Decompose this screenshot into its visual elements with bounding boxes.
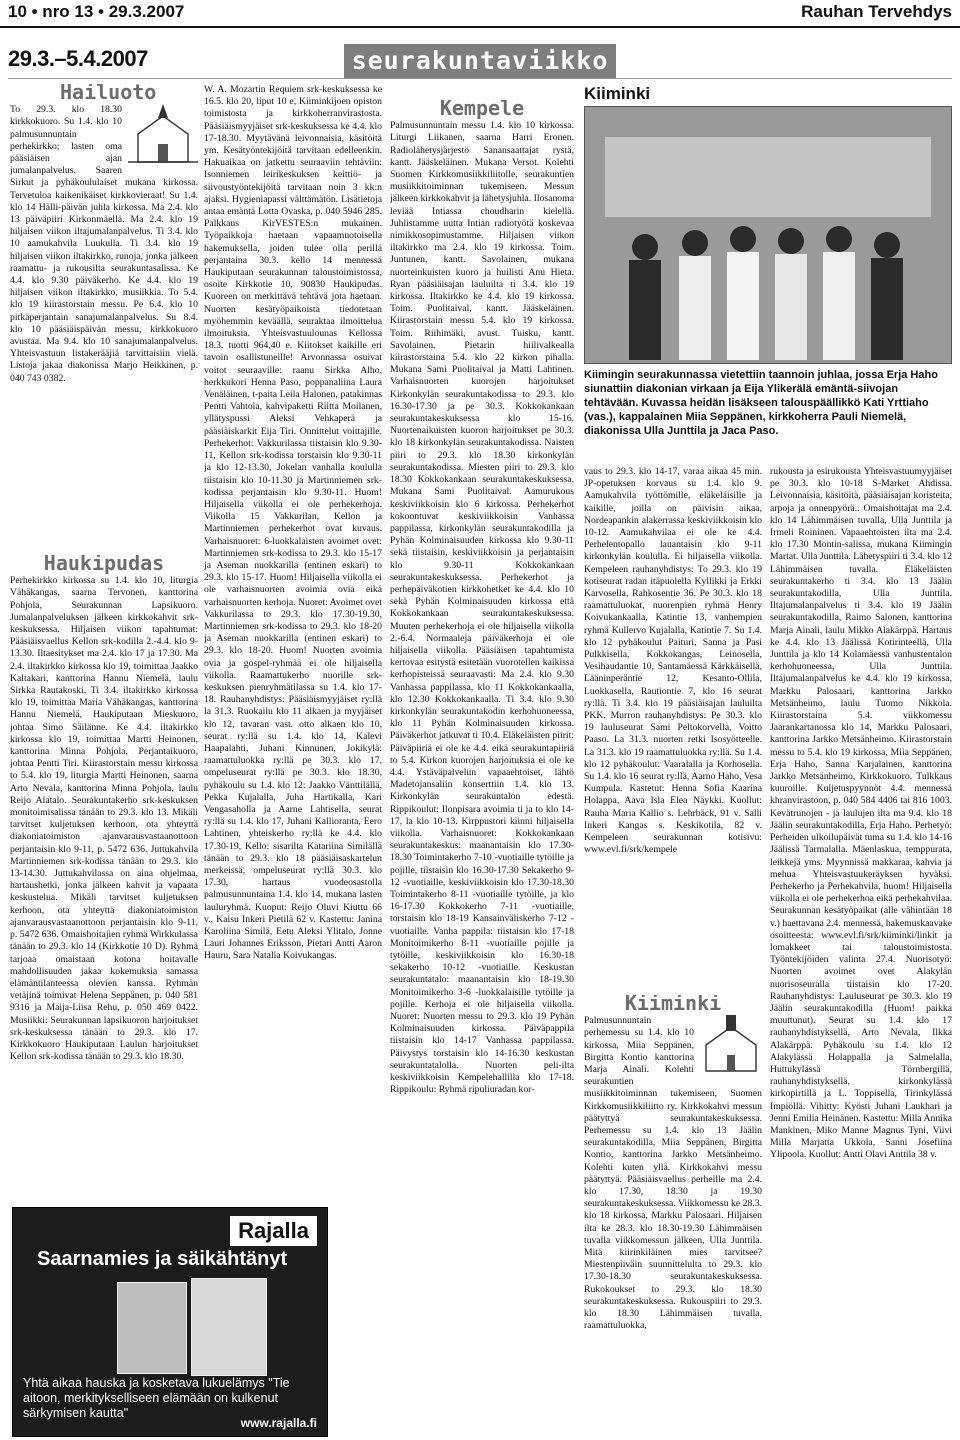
kiiminki-church-icon (700, 1015, 762, 1073)
issue-line: 10 • nro 13 • 29.3.2007 (8, 2, 185, 21)
kiiminki-photo (584, 106, 952, 364)
banner-rule (8, 78, 952, 79)
rajalla-advertisement[interactable] (12, 1207, 328, 1437)
hailuoto-church-icon (128, 104, 198, 164)
date-range: 29.3.–5.4.2007 (8, 46, 148, 71)
haukipudas-cont-text: W. A. Mozartin Requiem srk-keskuksessa ke 16.5. klo 20, liput 10 e, Kiiminkijoen opiston toimistosta ja kirkkoherranvirastosta. Pääsiäismyyjäiset srk-keskuksessa ke 4.4. klo 17-18.30. Myytävänä leivonnaisia, käsitöitä ym. Kesätyöntekijöitä tarvitaan edelleenkin. Hakuaikaa on jatkettu seuraaviin tehtäviin: Isonniemen leirikeskuksen keittiö- ja siivoustyöntekijöitä tarvitaan noin 3 kk:n ajaksi. Hygieniapassi välttämätön. Lisätietoja antaa emäntä Lotta Ovaska, p. 040 5946 285. Palkkaus KirVESTES:n mukainen. Työpaikkoja haetaan vapaamuotoisella hakemuksella, joiden tulee olla perillä perjantaina 30.3. kello 14 mennessä Haukiputaan seurakunnan taloustoimistossa, osoite Kirkkotie 10, 90830 Haukipudas. Kuoreen on merkittävä tehtävä jota haetaan. Nuorten kesätyöpaikoista tiedotetaan myöhemmin keväällä, seuraktaa ilmoittelua ilmoituksia. Yhteisvastuulounas Kellossa 18.3. tuotti 964,40 e. Kiitokset kaikille eri tavoin osallistuneille! Arvonnassa osuivat voitot seuraaville: raanu Sirkka Alho, herkkukori Henna Paso, poppanaliina Laura Venäläinen, t-paita Leila Halonen, patakinnas Pentti Vahtola, kahvipaketti Riitta Moilanen, yllätyspussi Aleksi Vehkaperä ja pääsiäiskarkit Eija Tiri. Onnittelut voittajille. Perhekerhot: Vakkurilassa tiistaisin klo 9.30-11, Kellon srk-kodissa torstaisin klo 9.30-11 ja klo 12-13.30, Jokelan vanhalla koululla tiistaisin klo 10-11.30 ja Martinniemen srk-kodissa perjantaisin klo 9.30-11. Huom! Hiljaisella viikolla ei ole perhekerhoja. Viikolla 15 Vakkurilan, Kellon ja Martinniemen perhekerhot ovat kuvaus. Varhaisnuoret: 6-luokkalaisten avoimet ovet: Martinniemen srk-kodissa to 29.3. klo 15-17 ja Aseman nuokkarilla (entinen eskari) to 29.3. klo 15-17. Huom! Hiljaisella viikolla ei ole varhaisnuorten avoimia ovia eikä varhaisnuorten kerhoja. Nuoret: Avoimet ovet Vakkurilassa to 29.3. klo 17.30-19.30, Martinniemen srk-kodissa to 29.3. klo 18-20 ja Aseman nuokkarilla (entinen eskari) to 29.3. klo 18-20. Huom! Nuorten avoimia ovia ja gospel-ryhmää ei ole hiljaisella viikolla. Raamattukerho nuorille srk-keskuksen pienryhmätilassa su 1.4. klo 17-18. Rauhanyhdistys: Pääsiäismyyjäiset ry:llä la 31.3. Ruokailu klo 11 alkaen ja myyjäiset klo 12, tavaran vast. otto alkaen klo 10, seurat ry:llä su 1.4. klo 14, Kalevi Haapalahti, Juhani Kinnunen, Jokikylä: raamattuluokka ry:llä pe 30.3. klo 17, ompeluseurat ry:llä pe 30.3. klo 18.30, pyhäkoulu su 1.4. klo 12: Jaakko Vänttilällä, Pekka Kujalalla, Juha Hartikalla, Kari Vengasaholla ja Aarne Lahtisella, seurat ry:llä su 1.4. klo 17, Juhani Kallioranta, Eero Lahtinen, yhteiskerho ry:llä ke 4.4. klo 17.30-19, Kello: sisarilta Katariina Similällä tänään to 29.3. klo 18 pääsiäisaskartelun merkeissä, ompeluseurat ry:llä 30.3. klo 17.30, hartaus vuodeosastolla palmusunnuntaina 1.4. klo 14, mukana lasten lauluryhmä. Kuoput: Reijo Oluvi Kiuttu 66 v., Kaisu Inkeri Pietilä 62 v. Kastettu: Janina Karoliina Similä, Eetu Aleksi Ylitalo, Jonne Lauri Johannes Eriksson, Pietari Antti Aaron Hauru, Sara Natalia Koivukangas. (204, 84, 382, 962)
kiiminki-continued (770, 466, 952, 1435)
kempele-section (390, 100, 574, 1435)
section-banner: seurakuntaviikko (344, 44, 616, 78)
ad-text: Yhtä aikaa hauska ja kosketava lukuelämys "Tie aitoon, merkitykselliseen elämään on kulkenut särkymisen kautta" (23, 1376, 290, 1420)
kiiminki-photo-label: Kiiminki (584, 84, 651, 103)
haukipudas-continued (204, 84, 382, 1194)
newspaper-name: Rauhan Tervehdys (801, 2, 952, 21)
kiiminki-photo-caption: Kiimingin seurakunnassa vietettiin taannoin juhlaa, jossa Erja Haho siunattiin diakonian virkaan ja Eija Ylikerälä emäntä-siivojan tehtävään. Kuvassa heidän lisäkseen talouspäällikkö Kati Yrttiaho (vas.), kappalainen Miia Seppänen, kirkkoherra Pauli Niemelä, diakonissa Ulla Junttila ja Jaca Paso. (584, 369, 938, 437)
haukipudas-section (10, 555, 198, 1200)
kiiminki-title: Kiiminki (624, 995, 722, 1015)
hailuoto-title: Hailuoto (60, 84, 157, 104)
kiiminki-section (584, 995, 762, 1435)
kempele-continued (584, 466, 762, 981)
book-cover-2 (191, 1278, 267, 1376)
rajalla-logo: Rajalla (230, 1216, 317, 1246)
kiiminki-text: Palmusunnuntain perhemessu su 1.4. klo 10 kirkossa, Miia Seppänen, Birgitta Kontio kanttorina Marja Ainali. Kolehti seurakuntien musiikkitoiminnan tukemiseen, Suomen Kirkkomusiikkiliitto ry. Kirkkokahvi messun päätyttyä seurakuntakeskuksessa. Perhemessu su 1.4. klo 13 Jäälin seurakuntakodilla, Miia Seppänen, Birgitta Kontio, kanttorina Jarkko Metsänheimo. Kolehti kuten yllä. Kirkkokahvi messu päätyttyä. Pääsiäisvaellus perheille ma 2.4. klo 17.30, 18.30 ja 19.30 seurakuntakeskuksessa. Viikkomessu ke 28.3. klo 18 kirkossa, Markku Palosaari. Hiljaisen ilta ke 28.3. klo 18.30-19.30 Lähimmäisen tuvalla viikkomessun jälkeen, Ulla Junttila. Mitä kiirinkiläinen mies tarvitsee? Miestenpiiväin suunnittelulta to 29.3. klo 17.30-18.30 seurakuntakeskuksessa. Rukokoukset to 29.3. klo 18.30 seurakuntakeskuksessa. Rukouspiiri to 29.3. klo 18.30 Lähimmäisen tuvalla, raamattuluokka, (584, 1015, 762, 1332)
ad-url-link[interactable]: www.rajalla.fi (240, 1416, 317, 1430)
haukipudas-text: Perhekirkko kirkossa su 1.4. klo 10, liturgia Vähäkangas, saarna Tervonen, kanttorina Pohjola, Seurakunnan Lapsikuoro. Jumalanpalveluksen jälkeen kirkkokahvit srk-keskuksessa. Hiljaisen viikon tapahtumat: Pääsiäisvaellus Kellon srk-kodilla 2.-4.4. klo 9-13.30. Iltaesitykset ma 2.4. klo 17 ja 17.30. Ma 2.4. iltakirkko kirkossa klo 19, toimittaa Jaakko Kaltakari, kanttorina Hannu Niemelä, laulu Sirkka Rautakoski. Ti 3.4. iltakirkko kirkossa klo 19, toimittaa Maria Vähäkangas, kanttorina Hannu Niemelä, Haukiputaan Mieskuoro, johtaa Simo Säilänne. Ke 4.4. iltakirkko kirkossa klo 19, toimittaa Martti Heinonen, kanttorina Minna Pohjola, Perjantaikuoro, johtaa Pentti Tiri. Kiirastorstain messu kirkossa to 5.4. klo 19, liturgia Martti Heinonen, saarna Arto Nevala, kanttorina Minna Pohjola, laulu Reijo Alatalo. Seurakuntakerho srk-keskuksen monitoimisalissa tänään to 29.3. klo 13. Mikäli tarvitset kuljetuksen kerhoon, ota yhteyttä diakoniatoimiston ajanvarausvastaanottoon perjantaisin klo 9-11, p. 5472 636. Juttukahvila Martinniemen srk-kodissa tänään to 29.3. klo 13-14.30. Juttukahvilassa on aina ohjelmaa, hartaushetki, jonka jälkeen kahvit ja vapaata keskustelua. Mikäli tarvitset kuljetuksen kerhoon, ota yhteyttä diakoniatoimiston ajanvarausvastaanottoon perjantaisin klo 9-11, p. 5472 636. Omaishoitajien ryhmä Wirkkulassa tänään to 29.3. klo 14 (Kirkkotie 10 D). Ryhmä tarjoaa omaistaan kotona hoitavalle mahdollisuuden jakaa kokemuksia samassa elämäntilanteessa olevien kanssa. Ryhmän vetäjinä toimivat Helena Seppänen, p. 040 581 9316 ja Maija-Liisa Rehu, p. 050 469 0422. Musiikki: Seurakunnan lapsikuoron harjoitukset srk-keskuksessa tänään to 29.3. klo 17. Kirkkokuoro Haukiputaan Laulun harjoitukset Kellon srk-kodissa tänään to 29.3. klo 18.30. (10, 575, 198, 1063)
header-rule (0, 26, 960, 28)
book-cover-1 (117, 1282, 187, 1374)
haukipudas-title: Haukipudas (43, 555, 165, 575)
hailuoto-text: To 29.3. klo 18.30 kirkkokuoro. Su 1.4. klo 10 palmusunnuntain perhekirkko; lasten oma pääsiäisen ajan jumalanpalvelus. Saaren Sirkut ja pyhäkoululaiset mukana kirkossa. Tervetuloa kaikenikäiset kirkkovieraat! Su 1.4. klo 14 Hälli-päivän juhla kirkossa. Ma 2.4. klo 13 päiväpiiri Kirkonmäellä. Ma 2.4. klo 19 hiljaisen viikon iltajumalanpalvelus. Ti 3.4. klo 10 aamukahvila Luukulla. Ti 3.4. klo 19 hiljaisen viikon iltakirkko, runoja, jonka jälkeen raamattu- ja rukousilta seurakuntasalissa. Ke 4.4. klo 9.30 päiväkerho. Ke 4.4. klo 19 hiljaisen viikon iltakirkko, musiikkia. To 5.4. klo 19 kiirastorstain messu. Pe 6.4. klo 10 pitkäperjantain sanajumalanpalvelus. Su 8.4. klo 10 pääsiäispäivän messu, kirkkokuoro avustaa. Ma 9.4. klo 10 sanajumalanpalvelus. Yhteisvastuun listakerääjiä tarvittaisiin vielä. Listoja jakaa diakonissa Marjo Heikkinen, p. 040 743 0382. (10, 104, 198, 384)
ad-headline: Saarnamies ja säikähtänyt (37, 1248, 288, 1270)
kiiminki-cont-text: rukousta ja esirukousta Yhteisvastuumyyjäiset pe 30.3. klo 10-18 S-Market Ahdissa. Leivonnaisia, käsitöitä, pääsiäisajan koristeita, arpoja ja onnenpyörä.. Omaishoitajat ma 2.4. klo 14 Lähimmäisen tuvalla, Ulla Junttila ja Irmeli Roininen. Vapaaehtoisten ilta ma 2.4. klo 17.30 Montin-salissa, mukana Kiimingin Martat. Ulla Junttila. Lähetyspiiri ti 3.4. klo 12 Lähimmäisen tuvalla. Eläkeläisten seurakuntakerho ti 3.4. klo 13 Jäälin seurakuntakodilla, Ulla Junttila. Iltajumalanpalvelus ti 3.4. klo 19 Jäälin seurakuntakodilla, Raimo Salonen, kanttorina Marja Ainali, laulu Mikko Alakärppä. Hartaus ke 4.4. klo 13 Jäälissä Kotirinteellä, Ulla Junttila ja klo 14 Kolamäessä vanhustentalon kerhohuoneessa, Ulla Junttila. Iltajumalanpalvelus ke 4.4. klo 19 kirkossa, Markku Palosaari, kanttorina Jarkko Metsänheimo, laulu Tuomo Nikkola. Kiirastorstaina 5.4. viikkomessu Jaarankartanossa klo 14, Markku Palosaari, kanttorina Jarkko Metsänheimo. Kiirastorstain messu to 5.4. klo 19 kirkossa, Miia Seppänen, Erja Haho, Sanna Karjalainen, kanttorina Jarkko Metsänheimo, Kirkkokuoro. Tulkkaus kuuroille. Kuljetuspyynnöt 4.4. mennessä khranvirastoon, p. 040 584 4406 tai 816 1003. Kevätrunojen - ja laulujen ilta ma 9.4. klo 18 Jäälin seurakuntakodilla, Erja Haho. Perhetyö: Perheiden ulkoilupäivät tuma su 1.4. klo 14-16 Jäälissä Tarmalalla. Mäenlaskua, temppurata, leikkejä yms. Myynnissä makkaraa, kahvia ja mehua Yhteisvastuukeräyksen hyväksi. Perhekerho ja Perhekahvila, huom! Hiljaisella viikolla ei ole perhekerhoa eikä perhekahvilaa. Seurakunnan kesätyöpaikat (alle vähintään 18 v.) haettavana 2.4. mennessä, hakemuskaavake osoitteesta: www.evl.fi/srk/kiiminki/linkit ja lomakkeet tai taloustoimistosta. Työntekijöiden valinta 27.4. Nuorisotyö: Nuorten avoimet ovet Alakylän nuorisoseuralla tiistaisin klo 17-20. Rauhanyhdistys: Lauluseurat pe 30.3. klo 19 Jäälin seurakuntakodilla (Huom! paikka muuttunut). Seurat su 1.4. klo 17 rauhanyhdistyksellä, Arto Nevala, Ilkka Alakärppä. Pyhäkoulu su 1.4. klo 12 Alakylässä Holappalla ja Salmelalla, Huttukylässä Törnbergillä, rauhanyhdistyksellä, kirkonkylässä kirkopirtillä ja L. Toppisella, Tirinkylässä Impiöllä. Vihitty: Kyösti Juhani Laukhari ja Jenni Emilia Heinänen. Kastettu: Milla Annika Mankinen, Miko Manne Magnus Tyni, Viivi Milla Marjatta Ukkola, Sanni Josefiina Ylipoola. Kuollut: Antti Olavi Anttila 38 v. (770, 466, 952, 1161)
hailuoto-section (10, 84, 198, 544)
kempele-title: Kempele (439, 100, 525, 120)
kempele-text: Palmusunnuntain messu 1.4. klo 10 kirkossa. Liturgi Liikanen, saarna Harri Eronen. Radiolähetysjärjestö Sanansaattajat rystä, kantt. Jääskeläinen. Mukana Versot. Kolehti Suomen Kirkkomusiikkiliitolle, seurakuntien musiikkitoiminnan tukemiseen. Messun jälkeen kirkkokahvit ja lähetysjuhla. Ilosanoma leviää Intiassa choudharin kielellä. Juhlistamme uutta Intian radiotyötä koskevaa nimikkosopimustamme. Hiljaisen viikon iltakirkko ma 2.4. klo 19 kirkossa. Toim. Juntunen, kantt. Savolainen, mukana nuorteinkuisten kuoro ja huilisti Anu Hieta. Ryan pääsiäisajan lauluilta ti 3.4. klo 19 kirkossa. Iltakirkko ke 4.4. klo 19 kirkossa. Toim. Puolitaival, kantt. Jääskeläinen. Kiirastorstain messu 5.4. klo 19 kirkossa. Toim. Riihimäki, avust. Tuisku, kantt. Savolainen. Pietarin hiilivalkealla kiirastorstaina 5.4. klo 22 kirkon pihalla. Mukana Sami Puolitaival ja Matti Lahtinen. Varhaisnuorten kuorojen harjoitukset Kirkonkylän seurakuntakodissa to 29.3. klo 16.30-17.30 ja pe 30.3. Kokkokankaan seurakuntakeskuksessa klo 15-16. Nuortenaikuisten kuoron harjoitukset pe 30.3. klo 18 kirkonkylän seurakuntakodissa. Naisten piiri to 29.3. klo 18.30 kirkonkylän seurakuntakodissa. Miesten piiri to 29.3. klo 18.30 Kokkokankaan seurakuntakeskuksessa. Mukana Sami Puolitaival. Aamurukous keskiviikkoisin klo 6 kirkossa. Perhekerhot kokoontuvat keskiviikkoisin Vanhassa pappilassa, kirkonkylän seurakuntakodilla ja Pyhän Kolminaisuuden kirkossa klo 9.30-11 sekä tiistaisin, keskiviikkoisin ja perjantaisin klo 9.30-11 Kokkokankaan seurakuntakeskuksessa. Perhekerhot ja perhepäiväkotien kirkkohetket ke 4.4. klo 10 sekä Pyhän Kolminaisuuden kirkossa että Kokkokankaan seurakuntakeskuksessa. Muuten perhekerhoja ei ole hiljaisella viikolla 2.-6.4. Normaaleja päiväkerhoja ei ole hiljaisella viikolla. Pääsiäisen tapahtumista kertovaa esitystä esitetään vuorotellen kaikissa kerhopisteissä seuraavasti: Ma 2.4. klo 9.30 Vanhassa pappilassa, klo 11 Kokkokankaalla, klo 12.30 Kokkokankaalla. Ti 3.4. klo 9.30 kirkonkylän seurakuntakodin kerhohuoneessa, klo 11 Pyhän Kolminaisuuden kirkossa. Päiväkerhot jatkuvat ti 10.4. Eläkeläisten piirit: Päiväpiiriä ei ole ke 4.4. eikä seurakuntapiiriä to 5.4. Kirkon kuorojen harjoituksia ei ole ke 4.4. Ystäväpalvelun vapaaehtoiset, lähtö Madetojansaliin konserttiin 1.4. klo 13. Kirkonkylän seurakuntalon edestä. Rippikoulut: Ilonpisara avoimia ti ja to klo 14-17, la klo 10-13. Kirppustori kiinni hiljaisella viikolla. Varhaisnuoret: Kokkokankaan seurakuntakeskus: maanantaisin klo 17.30-18.30 Toimintakerho 7-10 -vuotiaille tytöille ja pojille, tiistaisin klo 16.30-17.30 Sekakerho 9-12 -vuotiaille, keskiviikkoisin klo 17.30-18.30 Toimintakerho 8-11 -vuotiaille tytöille, ja klo 16-17.30 Kokkokerho 7-11 -vuotiaille, torstaisin klo 18-19 Kansainväliskerho 7-12 -vuotiaille. Vanha pappila: tiistaisin klo 17-18 Monitoimikerho 8-11 -vuotiaille pojille ja tytöille, keskiviikkoisin klo 16.30-18 sekakerho 10-12 -vuotiaille. Keskustan seurakuntatalo: maanantaisin klo 18-19.30 Monitoimikerho 3-6 -luokkalaisille tytöille ja pojille. Kerhoja ei ole hiljaisella viikolla. Nuoret: Nuorten messu to 29.3. klo 19 Pyhän Kolminaisuuden kirkossa. Päiväpappila tiistaisin klo 14-17 Vanhassa pappilassa. Päivystys torstaisin klo 14-16.30 keskustan seurakuntatalolla. Nuorten peli-ilta keskiviikkoisin Kempelehallilla klo 17-18. Rippikoulu: Ryhmä ripuliuradan kor- (390, 120, 574, 1096)
kempele-cont-text: vaus to 29.3. klo 14-17, varaa aikaa 45 min. JP-opetuksen korvaus su 1.4. klo 9. Aamukahvila työttömille, eläkeläisille ja kaikille, joilla on päivisin aikaa, Nordeapankin alakerrassa keskiviikkoisin klo 10-12. Aamukahvilaa ei ole ke 4.4. Perhelentopallo lauantaisin klo 9-11 kirkonkylän koululla. Ei hiljaisella viikolla. Kempeleen rauhanyhdistys: To 29.3. klo 19 kotiseurat radan itäpuolella Kyllikki ja Erkki Karvosella, Rahkosentie 36. Pe 30.3. klo 18 raamattuluokat, nuorenpien ryhmä Henry Koivukankaalla, Katintie 13, vanhempien ryhmä Kullervo Kujalalla, Katintie 7. Su 1.4. klo 12 pyhäkoulut Paituri, Sanna ja Pasi Pulkkisella, Kokkokangas, Leinosella, Vesihaudantie 10, Santamäessä Kärkkäisellä, Lääninperäntie 12, Kesanto-Ollila, Luokkasella, Rautiontie 7, klo 16 seurat ry:llä. Ti 3.4. klo 19 pääsiäisajan lauluilta PKK. Murron rauhanyhdistys: Pe 30.3. klo 19 lauluseurat Sami Peltokorvella, Voitto Paaso. La 31.3. nuorten retki Isosyötteelle. La 31.3. klo 19 raamattuluokka ry:llä. Su 1.4. klo 12 pyhäkoulut: Vaaralalla ja Korhosella. Su 1.4. klo 16 seurat ry:llä, Aarno Haho, Vesa Kumpula. Kastetut: Henna Sofia Kaarina Holappa, Aava Isla Elea Näykki. Kuollut: Rauha Maria Kallio s. Lehrbäck, 91 v. Salli Inkeri Kangas s. Keskikotila, 82 v. Kempeleen seurakunnan kotisivu: www.evl.fi/srk/kempele (584, 466, 762, 856)
